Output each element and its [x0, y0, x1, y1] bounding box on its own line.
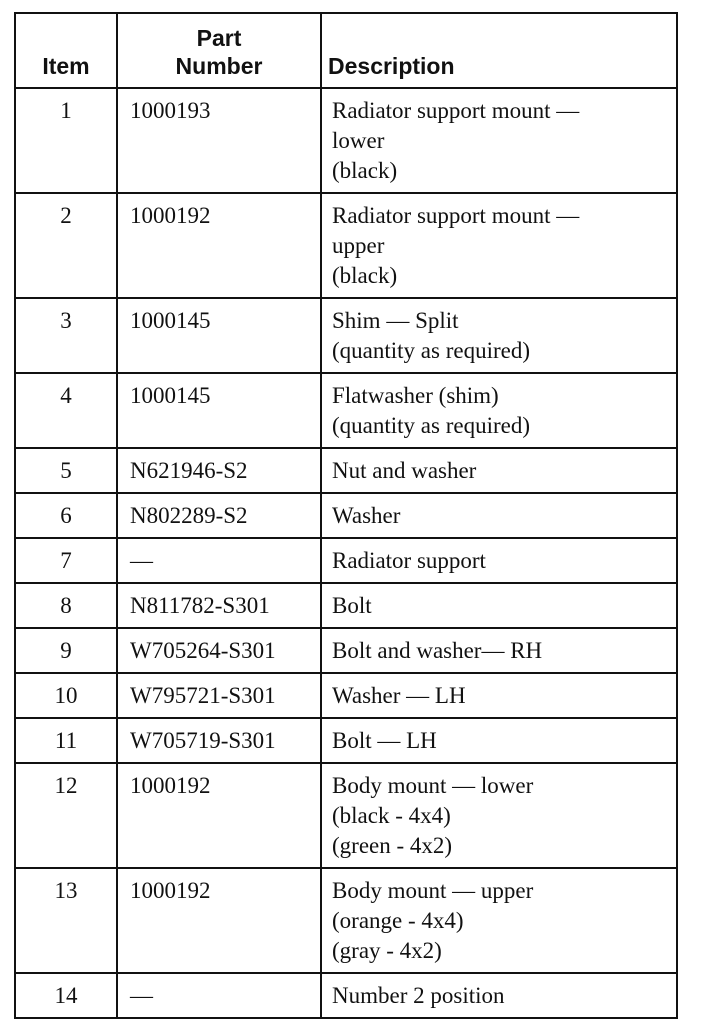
part-number-cell: —	[117, 973, 321, 1018]
part-number-cell: 1000193	[117, 88, 321, 193]
part-number-cell: N811782-S301	[117, 583, 321, 628]
description-line: (quantity as required)	[332, 338, 530, 363]
table-body	[15, 88, 677, 1018]
part-number-cell: W705719-S301	[117, 718, 321, 763]
part-number-cell: 1000192	[117, 193, 321, 298]
table-row	[15, 373, 677, 448]
description-cell	[321, 763, 677, 868]
description-line: Washer — LH	[332, 683, 466, 708]
description-line: (orange - 4x4)	[332, 908, 464, 933]
description-cell	[321, 448, 677, 493]
part-number-cell: 1000192	[117, 868, 321, 973]
parts-table	[14, 12, 678, 1019]
table-row	[15, 493, 677, 538]
description-line: Radiator support mount —	[332, 203, 580, 228]
description-cell	[321, 583, 677, 628]
description-line: upper	[332, 233, 385, 258]
table-row	[15, 193, 677, 298]
table-row	[15, 763, 677, 868]
description-line: Bolt	[332, 593, 372, 618]
description-line: (black)	[332, 263, 398, 288]
item-number-cell: 4	[15, 373, 117, 448]
description-line: Flatwasher (shim)	[332, 383, 499, 408]
part-number-cell: N621946-S2	[117, 448, 321, 493]
description-cell	[321, 868, 677, 973]
item-number-cell: 6	[15, 493, 117, 538]
header-item: Item	[15, 13, 117, 88]
description-line: Body mount — lower	[332, 773, 534, 798]
part-number-cell: —	[117, 538, 321, 583]
description-cell	[321, 673, 677, 718]
part-number-cell: W795721-S301	[117, 673, 321, 718]
item-number-cell: 12	[15, 763, 117, 868]
description-line: Bolt and washer— RH	[332, 638, 543, 663]
item-number-cell: 5	[15, 448, 117, 493]
item-number-cell: 7	[15, 538, 117, 583]
table-row	[15, 973, 677, 1018]
part-number-cell: W705264-S301	[117, 628, 321, 673]
header-part-number-line2: Number	[175, 53, 263, 79]
description-line: Washer	[332, 503, 401, 528]
description-line: (black)	[332, 158, 398, 183]
table-row	[15, 673, 677, 718]
header-row	[15, 13, 677, 88]
description-line: (black - 4x4)	[332, 803, 451, 828]
description-cell	[321, 298, 677, 373]
table-row	[15, 583, 677, 628]
table-row	[15, 88, 677, 193]
description-line: (gray - 4x2)	[332, 938, 442, 963]
item-number-cell: 11	[15, 718, 117, 763]
table-row	[15, 718, 677, 763]
description-cell	[321, 973, 677, 1018]
description-cell	[321, 88, 677, 193]
item-number-cell: 13	[15, 868, 117, 973]
description-cell	[321, 538, 677, 583]
item-number-cell: 10	[15, 673, 117, 718]
description-cell	[321, 718, 677, 763]
description-line: lower	[332, 128, 385, 153]
item-number-cell: 14	[15, 973, 117, 1018]
description-line: Shim — Split	[332, 308, 459, 333]
description-line: Number 2 position	[332, 983, 505, 1008]
description-line: Radiator support	[332, 548, 486, 573]
table-row	[15, 298, 677, 373]
part-number-cell: 1000192	[117, 763, 321, 868]
table-row	[15, 538, 677, 583]
item-number-cell: 3	[15, 298, 117, 373]
description-cell	[321, 373, 677, 448]
description-line: Radiator support mount —	[332, 98, 580, 123]
description-cell	[321, 493, 677, 538]
description-cell	[321, 193, 677, 298]
item-number-cell: 9	[15, 628, 117, 673]
table-row	[15, 448, 677, 493]
part-number-cell: N802289-S2	[117, 493, 321, 538]
part-number-cell: 1000145	[117, 298, 321, 373]
item-number-cell: 1	[15, 88, 117, 193]
header-part-number-line1: Part	[196, 25, 242, 51]
item-number-cell: 8	[15, 583, 117, 628]
part-number-cell: 1000145	[117, 373, 321, 448]
description-cell	[321, 628, 677, 673]
description-line: Bolt — LH	[332, 728, 437, 753]
table-row	[15, 628, 677, 673]
header-part-number	[117, 13, 321, 88]
description-line: (quantity as required)	[332, 413, 530, 438]
description-line: (green - 4x2)	[332, 833, 453, 858]
header-description: Description	[321, 13, 677, 88]
table-row	[15, 868, 677, 973]
description-line: Body mount — upper	[332, 878, 534, 903]
description-line: Nut and washer	[332, 458, 477, 483]
item-number-cell: 2	[15, 193, 117, 298]
